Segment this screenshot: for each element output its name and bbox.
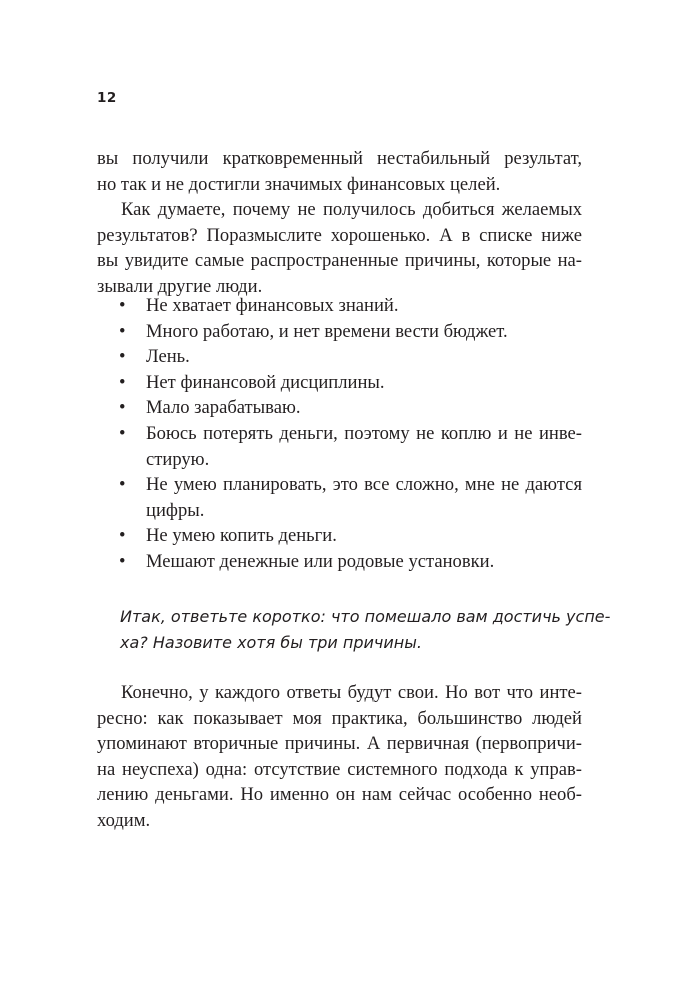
list-item xyxy=(97,370,582,396)
list-item-text: Мешают денежные или родовые установки. xyxy=(146,550,495,572)
list-item xyxy=(97,523,582,549)
list-item xyxy=(97,395,582,421)
list-item xyxy=(97,344,582,370)
bullet-icon: • xyxy=(119,371,126,393)
text-line: ха? Назовите хотя бы три причины. xyxy=(120,632,422,652)
list-item xyxy=(97,472,582,523)
page-number: 12 xyxy=(97,90,117,106)
list-item-text: Много работаю, и нет времени вести бюджет. xyxy=(146,320,508,342)
paragraph-continuation xyxy=(97,146,582,197)
list-item-text: Лень. xyxy=(146,346,190,368)
list-item-text: Мало зарабатываю. xyxy=(146,397,301,419)
list-item-text: Нет финансовой дисциплины. xyxy=(146,371,385,393)
text-line: упоминают вторичные причины. А первичная (первопричи- xyxy=(97,733,582,755)
text-line: Как думаете, почему не получилось добиться желаемых xyxy=(121,199,582,220)
paragraph-question-intro xyxy=(97,197,582,299)
bullet-icon: • xyxy=(119,397,126,419)
list-item xyxy=(97,293,582,319)
text-line: но так и не достигли значимых финансовых целей. xyxy=(97,173,501,195)
list-item-text: Боюсь потерять деньги, поэтому не коплю и не инве- xyxy=(146,422,582,444)
bullet-icon: • xyxy=(119,320,126,342)
bullet-icon: • xyxy=(119,474,126,496)
list-item xyxy=(97,549,582,575)
text-line: на неуспеха) одна: отсутствие системного подхода к управ- xyxy=(97,758,582,780)
list-item-text: Не умею копить деньги. xyxy=(146,525,337,547)
bullet-icon: • xyxy=(119,422,126,444)
paragraph-conclusion xyxy=(97,680,582,834)
bullet-icon: • xyxy=(119,346,126,368)
list-item xyxy=(97,421,582,472)
reasons-list xyxy=(97,293,582,575)
bullet-icon: • xyxy=(119,550,126,572)
list-item-text: Не умею планировать, это все сложно, мне не даются xyxy=(146,474,582,496)
text-line: вы получили кратковременный нестабильный результат, xyxy=(97,148,582,169)
text-line: результатов? Поразмыслите хорошенько. А в списке ниже xyxy=(97,224,582,246)
question-prompt xyxy=(120,604,611,655)
bullet-icon: • xyxy=(119,525,126,547)
text-line: вы увидите самые распространенные причины, которые на- xyxy=(97,250,582,272)
text-line: Итак, ответьте коротко: что помешало вам достичь успе- xyxy=(120,607,611,626)
text-line: лению деньгами. Но именно он нам сейчас особенно необ- xyxy=(97,784,582,806)
text-line: зывали другие люди. xyxy=(97,275,263,297)
text-line: Конечно, у каждого ответы будут свои. Но вот что инте- xyxy=(121,682,582,703)
list-item-text: стирую. xyxy=(146,448,210,470)
text-line: ресно: как показывает моя практика, большинство людей xyxy=(97,707,582,729)
list-item-text: Не хватает финансовых знаний. xyxy=(146,295,399,316)
list-item xyxy=(97,319,582,345)
list-item-text: цифры. xyxy=(146,499,205,521)
text-line: ходим. xyxy=(97,809,151,831)
bullet-icon: • xyxy=(119,295,126,316)
